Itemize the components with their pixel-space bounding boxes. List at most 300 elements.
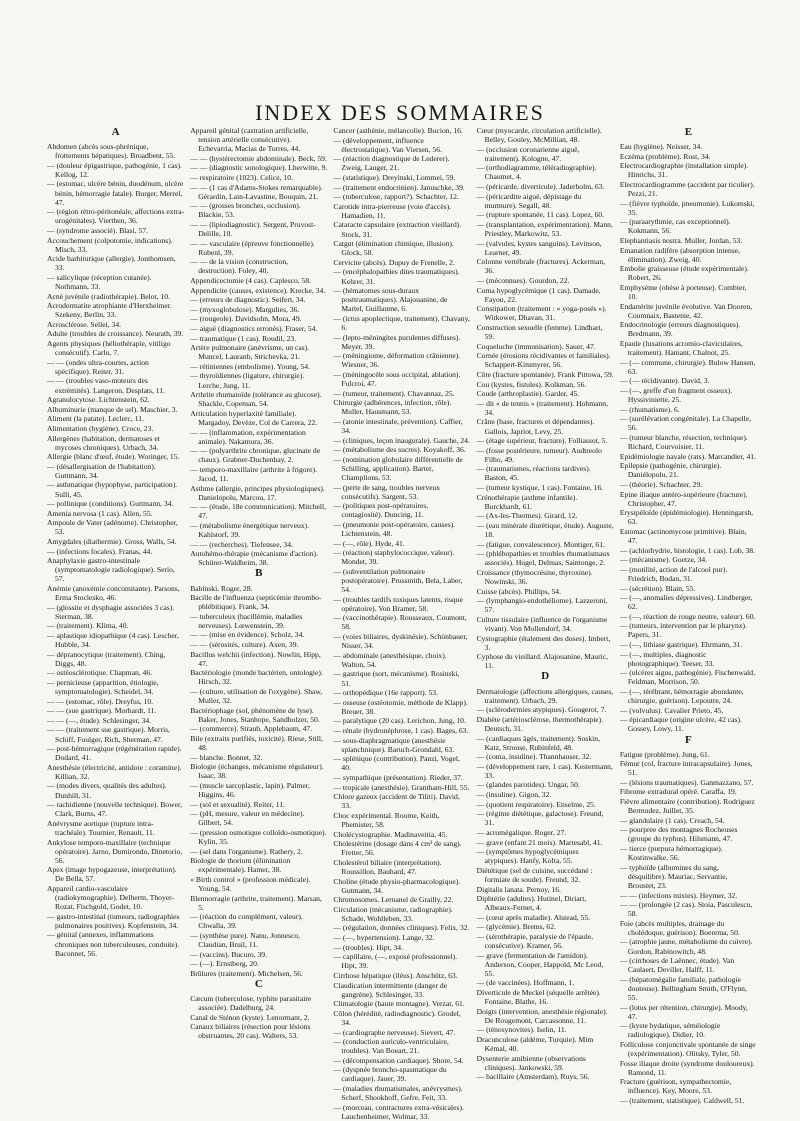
index-entry: — génital (annexes, inflammations chroniques non tuberculeuses, conduite). Baconnet, 56.: [47, 930, 180, 958]
index-entry: — aiguë (diagnostics erronés). Fraser, 54.: [190, 323, 318, 333]
index-entry: — (sclérodermies atypiques). Gougerot, 7.: [476, 705, 607, 715]
index-entry: Accouchement (colpotomie, indications). Misch, 33.: [47, 235, 173, 254]
index-entry: — (traitement). Klima, 40.: [47, 621, 129, 631]
index-entry: — (méconnues). Gourdon, 22.: [476, 276, 570, 285]
index-entry: Diététique (sel de cuisine, succédané : formiate de soude). Freund, 32.: [476, 865, 593, 884]
index-entry: Eau (hygiène). Neisser, 34.: [619, 142, 703, 152]
index-entry: — — (recherches). Tiefensee, 34.: [190, 539, 293, 549]
index-entry: Epidémiologie navale (rats). Marcandier, 41.: [619, 451, 756, 461]
section-letter: C: [254, 977, 263, 990]
index-entry: — (tumeur blanche, résection, technique). Richard, Courvoisier, 11.: [619, 433, 748, 452]
index-entry: — (lésions traumatiques). Ganmazzano, 57.: [619, 777, 754, 787]
index-entry: Diverticule de Meckel (séquelle arrêtée). Fontaine, Blathe, 16.: [476, 988, 601, 1007]
index-entry: — (cliniques, leçon inaugurale). Gauche, 24.: [333, 435, 470, 445]
index-entry: — (péricarde, diverticule). Jaderholm, 63.: [476, 182, 605, 192]
index-entry: — (estomac, ulcère bénin, duodénum, ulcère bénin, hémorragie fatale). Burger, Merrel, 47.: [47, 179, 184, 207]
index-entry: Amygdales (diathermie). Gross, Walls, 54.: [47, 537, 177, 547]
index-entry: Fatigue (problème). Jung, 61.: [619, 749, 710, 759]
index-entry: — grave (enfant 21 mois). Martesabl, 41.: [476, 837, 603, 847]
index-entry: Cervicite (abcès). Dupuy de Frenelle, 2.: [333, 257, 455, 267]
index-entry: — (valvules, kystes sanguins). Levinson, Learner, 49.: [476, 238, 602, 257]
index-entry: Fémur (col, fracture intracapsulaire). Jones, 51.: [619, 759, 753, 778]
index-entry: — (insuline). Gigon, 32.: [476, 790, 552, 800]
index-entry: — pernicieuse (apparition, étiologie, symptomatologie). Scheidel, 34.: [47, 677, 159, 697]
index-entry: — (maladies rhumatismales, anévrysmes). Scherf, Shookhoff, Gefre, Feit, 33.: [333, 1084, 463, 1103]
index-entry: — osseuse (ostéotomie, méthode de Klapp). Breuer, 38.: [333, 697, 468, 716]
index-entry: — orthopédique (16e rapport). 53.: [333, 688, 439, 698]
index-entry: — grave (fermentation de l'amidon). Anderson, Cooper, Happold, Mc Leod, 55.: [476, 950, 604, 978]
index-entry: Colonne vertébrale (fractures). Ackerman, 36.: [476, 257, 606, 276]
index-entry: — (achlorhydrie, histologie, 1 cas). Lob, 38.: [619, 545, 755, 555]
index-entry: — (sérothérapie, paralysie de l'épaule, consécutive). Kramer, 56.: [476, 931, 594, 951]
index-entry: — (phlébopathies et troubles rhumatismaux associés). Hugel, Delmas, Saintonge, 2.: [476, 549, 610, 568]
index-entry: Choc expérimental. Roome, Keith, Phemister, 58.: [333, 810, 440, 829]
index-entry: — (hématomes sous-duraux posttraumatiques). Alajouanine, de Martel, Guillaume, 6.: [333, 286, 448, 314]
index-entry: — (nomination globulaire différentielle de Schilling, application). Barter, Champlions, 53.: [333, 454, 463, 482]
index-entry: Diphtérie (adultes). Hutinel, Diriart, Albeaux-Fernet, 4.: [476, 894, 587, 913]
index-entry: — thyroïdiennes (ligature, chirurgie). Lerche, Jung, 11.: [190, 371, 305, 390]
index-entry: — — (estomac, rôle). Dreyfus, 10.: [47, 696, 154, 706]
index-entry: — aplastique idiopathique (4 cas). Lescher, Hubble, 34.: [47, 630, 179, 650]
index-entry: — dit « de tennis » (traitement). Hohmann, 34.: [476, 398, 608, 417]
index-entry: — (étage supérieur, fracture). Folliassot, 5.: [476, 436, 608, 446]
index-entry: — (culture, utilisation de l'oxygène). Shaw, Muller, 32.: [190, 687, 323, 706]
index-entry: — (rhumatisme). 6.: [619, 404, 680, 414]
index-entry: — (développement, influence électrostatique). Van Viersen, 56.: [333, 135, 442, 154]
index-entry: — dépranocytique (traitement). Ching, Diggs, 48.: [47, 649, 166, 668]
index-entry: Appareil génital (castration artificielle, tension artérielle consécutive). Echevarria, Macias de Torres, 44.: [190, 126, 309, 154]
index-entry: — — (prolongée (2 cas). Stoia, Pasculescu, 58.: [619, 900, 753, 919]
index-entry: — (conduction auriculo-ventriculaire, troubles). Van Boeart, 21.: [333, 1037, 449, 1056]
index-entry: Coqueluche (immunisation). Sauer, 47.: [476, 341, 596, 351]
index-entry: Cœur (myocarde, circulation artificielle). Belley, Gouley, McMillian, 48.: [476, 126, 602, 145]
index-entry: — (développement rare, 1 cas). Kestermann, 33.: [476, 761, 613, 780]
index-entry: — — (troubles vaso-moteurs des extrémités). Langeron, Desplats, 11.: [47, 376, 166, 395]
index-entry: — pollinique (conditions). Guttmann, 34.: [47, 499, 174, 509]
index-entry: Croissance (thymocrésine, thyroxine). Nowinski, 36.: [476, 567, 593, 586]
index-entry: Cyphose du vieillard. Alajouanine, Mauric, 11.: [476, 652, 608, 671]
section-letter: E: [684, 126, 693, 138]
index-entry: — (symptômes hypoglycémiques atypiques). Hanfy, Kolta, 55.: [476, 847, 579, 866]
index-entry: Culture tissulaire (influence de l'organisme vivant). Von Mollendorf, 34.: [476, 614, 608, 633]
index-entry: — — (hystérectomie abdominale). Beck, 59.: [190, 153, 327, 163]
index-entry: Cou (kystes, fistules). Kolkman, 56.: [476, 379, 587, 389]
index-entry: — (régulation, données cliniques). Felix, 32.: [333, 923, 470, 933]
index-entry: Ampoule de Vater (adénome). Christopher, 53.: [47, 518, 178, 537]
index-entry: — — (traitement sue gastrique). Morris, Schiff, Foulger, Rich, Sherman, 47.: [47, 725, 170, 744]
index-entry: — tropicale (anesthésie). Grantham-Hill, 55.: [333, 782, 470, 792]
page-title: INDEX DES SOMMAIRES: [255, 100, 545, 125]
index-entry: — gastrique (sort, mécanisme). Rosinski, 51.: [333, 669, 460, 688]
index-column: [47, 126, 184, 1066]
index-entry: Acide barbiturique (allergie). Jonthomsen, 33.: [47, 254, 176, 273]
index-entry: Catgut (élimination chimique, illusion). Glock, 58.: [333, 239, 454, 258]
index-entry: — (—, anomalies dépressives). Lindberger, 62.: [619, 593, 753, 612]
index-entry: — — (ondes ultra-courtes, action spécifique). Reiter, 31.: [47, 357, 149, 376]
index-entry: — (tuberculose, rapport?). Schachter, 12.: [333, 192, 459, 202]
index-entry: Anesthésie (électricité, antidote : coramine). Killian, 32.: [47, 762, 182, 781]
index-entry: — pourpree des montagnes Rocheuses (groupe du typhus). Hilsmann, 47.: [619, 825, 738, 844]
index-entry: — (— récidivante). David, 3.: [619, 376, 710, 386]
section-letter: A: [111, 126, 120, 138]
index-entry: — salicylique (réception cutanée). Nothmann, 33.: [47, 272, 152, 291]
index-entry: — (traitement, statistique). Caldwell, 51.: [619, 1096, 745, 1106]
index-entry: — — (étude, 18e communication). Mitchell, 47.: [190, 502, 327, 521]
index-entry: — (ténosynovites). Iselin, 11.: [476, 1025, 567, 1035]
index-entry: — (morceau, contractures extra-vésicales). Lauchenheimer, Wolmar, 33.: [333, 1102, 464, 1121]
index-entry: — (fièvre typhoïde, pneumonie). Lukomski, 35.: [619, 198, 755, 217]
index-entry: Emanation radifère (absorption intense, élimination). Zweig, 40.: [619, 245, 741, 264]
index-entry: Anévrysme aortique (rupture intra-trachéale). Tournier, Renault, 11.: [47, 818, 155, 837]
index-entry: — (métabolisme énergétique nerveux). Kahlstorf, 39.: [190, 520, 309, 540]
index-entry: Digitalis lanata. Pernoy, 16.: [476, 884, 561, 894]
index-entry: — (sol et sexualité). Reiter, 11.: [190, 799, 285, 809]
index-entry: Apex (image hypogazeuse, interprétation). De Bella, 57.: [47, 865, 177, 884]
index-entry: — tierce (purpura hémorragique). Kostinwalke, 56.: [619, 844, 723, 863]
index-entry: — (ulcères aigus, pathogénie). Fischenwald, Feldman, Morrison, 50.: [619, 668, 755, 687]
index-entry: — (occlusion coronarienne aiguë, traitement). Kologne, 47.: [476, 144, 580, 163]
index-entry: Bactériologie (monde bactérien, ontologie). Hirsch, 32.: [190, 668, 323, 687]
index-entry: — capillaire, (—, exposé professionnel). Hipt, 39.: [333, 952, 458, 971]
index-entry: Abdomen (abcès sous-phrénique, frottements hépatiques). Broadbent, 55.: [47, 142, 176, 161]
index-entry: — (pH, mesure, valeur en médecine). Gilbert, 54.: [190, 809, 305, 828]
index-entry: — asthmatique (hypophyse, participation). Sulli, 45.: [47, 480, 178, 499]
index-column: [619, 126, 757, 1106]
index-entry: — (désallergisation de l'habitation). Guttmann, 34.: [47, 461, 156, 480]
index-entry: Diabète (artériosclérose, thermothérapie). Deutsch, 31.: [476, 714, 604, 733]
index-entry: — (orthodiagramme, téléradiographie). Chaumet, 4.: [476, 163, 597, 182]
index-entry: — (douleur épigastrique, pathogénie, 1 cas). Kellog, 12.: [47, 160, 182, 179]
index-entry: — (erreurs de diagnostic). Seifert, 34.: [190, 295, 306, 305]
index-entry: — (paraarythmie, cas exceptionnel). Kokmann, 56.: [619, 217, 731, 236]
index-entry: Fracture (guérison, sympathectomie, influence). Key, Moore, 53.: [619, 1077, 732, 1096]
index-entry: — (métabolisme des sucres). Koyakoff, 36.: [333, 445, 466, 455]
index-entry: Côlon (hérédité, radiodiagnostic). Grodel, 34.: [333, 1008, 461, 1027]
index-entry: — sympathique (présentation). Rieder, 37.: [333, 772, 463, 782]
index-entry: Bile (extraits purifiés, toxicité). Riese, Still, 48.: [190, 734, 323, 753]
index-entry: Dysenterie amibienne (observations cliniques). Jankowski, 59.: [476, 1053, 586, 1072]
index-entry: — — (mise en évidence). Scholz, 34.: [190, 630, 305, 640]
index-entry: Carotide intra-pierreuse (voie d'accès). Hamadien, 11.: [333, 201, 452, 220]
index-entry: Construction sexuelle (femme). Lindhart, 59.: [476, 322, 603, 342]
index-entry: Bacille de l'influenza (septicémie thrombo-phlébitique). Frank, 34.: [190, 593, 322, 612]
index-entry: — (péricardite aiguë, dépistage du murmure). Segall, 48.: [476, 191, 582, 210]
section-letter: D: [541, 670, 550, 683]
index-entry: Chlore gazeux (accident de Tiliti). David, 33.: [333, 792, 460, 811]
index-entry: — (fatigue, convalescence). Montiger, 61.: [476, 539, 605, 549]
index-entry: — (tumeur, traitement). Chavannaz, 25.: [333, 388, 455, 398]
index-entry: — — (polyarthrite chronique, glucinate de chaux). Grabner-Duchenhay, 2.: [190, 446, 321, 465]
index-entry: — — (—, étude). Schlesinger, 34.: [47, 715, 152, 725]
index-entry: Biologie de thorium (élimination expérimentale). Hamer, 38.: [190, 856, 291, 875]
index-entry: — rachidienne (nouvelle technique). Bower, Clark, Burns, 47.: [47, 800, 183, 819]
index-entry: Cirrhose hépatique (iléus). Anschütz, 63.: [333, 970, 458, 980]
index-entry: — (réaction du complément, valeur). Chwalla, 39.: [190, 912, 303, 931]
index-entry: — (sécrétion). Blain, 55.: [619, 583, 696, 593]
index-entry: Autohémo-thérapie (mécanisme d'action). Schürer-Waldheim, 38.: [190, 549, 318, 568]
index-entry: — tuberculeux (bacillémie, maladies nerveuses). Lœwenstein, 39.: [190, 611, 303, 630]
index-entry: — (syndrome associé). Blasi, 57.: [47, 225, 149, 235]
index-entry: — — (inflammation, expérimentation animale). Nakamura, 36.: [190, 427, 306, 446]
index-entry: — (atrophie jaune, métabolisme du cuivre). Gordon, Rabinowitch, 48.: [619, 937, 753, 956]
index-entry: — (eau minérale diurétique, étude). Auguste, 18.: [476, 520, 614, 540]
index-column: [333, 126, 470, 1121]
index-entry: — — (sérosités, culture). Axen, 39.: [190, 640, 299, 650]
index-entry: Bactériophage (sol, phénomène de lyse). Baker, Jones, Stanhope, Sandholzer, 50.: [190, 705, 320, 724]
index-entry: — acromégalique. Roger, 27.: [476, 827, 567, 837]
index-entry: — gastro-intestinal (tumeurs, radiographies pulmonaires positives). Kopfenstein, 34.: [47, 911, 180, 930]
index-entry: — (cirrhoses de Laënnec, étude). Van Caulaert, Deviller, Halff, 11.: [619, 956, 735, 975]
index-entry: — (— commune, chirurgie). Bulow Hansen, 63.: [619, 357, 756, 376]
index-entry: — (cœur après maladie). Alstead, 55.: [476, 912, 591, 922]
index-entry: — (troubles). Hipt, 34.: [333, 942, 404, 952]
index-entry: — (méningocèle sous occipital, ablation). Fulcroi, 47.: [333, 369, 461, 389]
index-entry: — — (1 cas d'Adams-Stokes remarquable). Gérardin, Lain-Lavastine, Bouquin, 21.: [190, 182, 323, 201]
index-entry: — (surélévation congénitale). La Chapelle, 56.: [619, 414, 751, 433]
index-entry: Anaphylaxie gastro-intestinale (symptomatologie radiologique). Serio, 57.: [47, 556, 175, 584]
index-entry: — (politiques post-opératoires, contagiosité). Duncing, 11.: [333, 501, 429, 520]
index-entry: — (sel dans l'organisme). Rathery, 2.: [190, 846, 303, 856]
index-column: [476, 126, 614, 1082]
index-entry: Epilepsie (pathogénie, chirurgie). Daniélopolu, 21.: [619, 461, 722, 480]
index-entry: — paralytique (20 cas). Lerichon, Jung, 10.: [333, 716, 466, 726]
index-entry: — (rupture spontanée, 11 cas). Lopez, 60.: [476, 210, 605, 220]
index-entry: — — (lipiodiagnostic). Sergent, Pruvost-Delille, 10.: [190, 219, 316, 239]
index-entry: — (—, greffe d'un fragment osseux). Hyssiviniette, 25.: [619, 386, 733, 405]
index-entry: Chromosomes. Lernanel de Grailly, 22.: [333, 895, 454, 905]
index-entry: Cancer (asthénie, mélancolie). Bucion, 16.: [333, 126, 463, 135]
index-entry: — (tumeurs, intervention par le pharynx). Papers, 31.: [619, 621, 747, 640]
index-entry: — (ictus apoplectique, traitement). Chavany, 6.: [333, 313, 470, 332]
index-entry: Epine iliaque antéro-supérieure (fracture). Christopher, 47.: [619, 489, 748, 508]
index-entry: — bacillaire (Amsterdam). Ruys, 56.: [476, 1072, 590, 1082]
index-entry: — (synthèse pure). Nanu, Jonnesco, Claudian, Bruil, 11.: [190, 930, 301, 950]
index-entry: — (glycémie). Brems, 62.: [476, 922, 556, 932]
index-entry: — (tumeur kystique, 1 cas). Fontaine, 16.: [476, 483, 604, 493]
index-entry: Cholestérol biliaire (interprétation). Roussillon, Bauhard, 47.: [333, 857, 442, 876]
index-entry: — (muscle sarcoplastic, lapin). Palmer, Higgins, 46.: [190, 780, 310, 800]
index-entry: Biologie (échanges, mécanisme régulateur). Isaac, 38.: [190, 762, 324, 781]
index-entry: Climatologie (haute montagne). Verzar, 61.: [333, 999, 465, 1009]
index-entry: — (de vaccinées). Hoffmann, 1.: [476, 978, 575, 988]
index-entry: Babinski. Roger, 28.: [190, 583, 253, 593]
index-entry: Coma hypoglycémique (1 cas). Damade, Fayou, 22.: [476, 285, 601, 304]
index-entry: — (lotus per rétention, chirurgie). Moody, 47.: [619, 1002, 748, 1021]
index-entry: Cholécystographie. Madinaveitia, 45.: [333, 829, 448, 839]
index-entry: « Birth control » (profession médicale). Young, 54.: [190, 874, 311, 893]
index-entry: — traumatique (1 cas). Roudil, 23.: [190, 333, 297, 343]
index-entry: — — vasculaire (épreuve fonctionnelle). Rubenl, 39.: [190, 238, 315, 257]
index-entry: — (pneumonie post-opératoire, causes). Lichtenstein, 48.: [333, 519, 456, 539]
index-entry: Fibrome extradural opéré. Caraffa, 19.: [619, 787, 737, 797]
index-entry: — (glandes parotides). Ungar, 50.: [476, 780, 580, 790]
index-entry: — abdominale (anesthésique, choix). Walton, 54.: [333, 650, 447, 669]
index-entry: — (kyste hydatique, séméiologie radiologique). Didier, 10.: [619, 1021, 721, 1040]
index-entry: — (cardiographe nerveuse). Sievert, 47.: [333, 1027, 456, 1037]
index-entry: Acrodermatite atrophiante d'Herxheimer. Szekeny, Berlin, 33.: [47, 301, 172, 320]
index-entry: — (glossite et dysphagie associées 3 cas). Sterman, 38.: [47, 602, 175, 621]
index-entry: Cataracte capsulaire (extraction vieillard). Stock, 31.: [333, 220, 462, 239]
index-entry: — (hépatomégalie familiale, pathologie douteuse). Bellingham Smith, O'Flynn, 55.: [619, 974, 747, 1003]
index-entry: — (dyspnée broncho-spasmatique du cardiaque). Jauer, 39.: [333, 1065, 447, 1084]
index-entry: Foie (abcès multiples, drainage du cholédoque, guérison). Boerema, 50.: [619, 918, 740, 937]
index-entry: — (coma, insuline). Thannhauser, 32.: [476, 752, 592, 762]
index-entry: Allergènes (habitation, dermatoses et mycoses chroniques). Urbach, 34.: [47, 433, 160, 452]
index-entry: Appendicectomie (4 cas). Caplesco, 58.: [190, 276, 312, 285]
index-entry: — rénale (hydronéphrose, 1 cas). Bages, 63.: [333, 726, 469, 735]
index-entry: Adulte (troubles de croissance). Neurath, 39.: [47, 329, 184, 339]
index-entry: Electrocardiogramme (accident par ticulier). Pezzi, 21.: [619, 179, 755, 199]
index-entry: Brûlures (traitement). Michelsen, 56.: [190, 968, 303, 978]
index-entry: — épicardiaque (origine ulcère, 42 cas). Gossey, Lowy, 11.: [619, 715, 742, 734]
section-letter: F: [685, 733, 692, 746]
index-entry: — rétiniennes (embolisme). Young, 54.: [190, 361, 311, 371]
index-entry: Embolie graisseuse (étude expérimentale). Robert, 26.: [619, 264, 749, 283]
index-entry: Cholestérine (dosage dans 4 cm³ de sang). Fretter, 56.: [333, 839, 462, 858]
index-entry: Crénothérapie (asthme infantile). Burckhardt, 61.: [476, 492, 578, 511]
index-entry: Choline (étude physio-pharmacologique). Gutmann, 34.: [333, 876, 461, 895]
index-entry: Ankylose temporo-maxillaire (technique opératoire). Jarno, Dumirondo, Dinetorio, 56.: [47, 837, 183, 865]
index-entry: Constipation (traitement : « yoga-posés »). Witkower, Dhavan, 31.: [476, 304, 607, 323]
index-entry: Erysipéloïde (épidémiologie). Henningarsh, 63.: [619, 508, 754, 527]
index-entry: — (motilité, action de l'alcool pur). Friedrich, Bodan, 31.: [619, 564, 728, 583]
index-entry: — (—, térébrant, hémorragie abondante, chirurgie, guérison). Lepoutre, 24.: [619, 687, 744, 706]
index-entry: Folliculose conjonctivale spontanée de singe (expérimentation). Olitsky, Tyler, 50.: [619, 1040, 756, 1059]
index-entry: Epaule (luxations acromio-claviculaires, traitement). Hamant, Chalnot, 25.: [619, 339, 743, 358]
index-entry: Emphysème (obèse à porteuse). Combier, 10.: [619, 283, 747, 302]
index-entry: — — (grosses bronches, occlusion). Blackie, 53.: [190, 201, 301, 220]
index-entry: Elephantiasis nostra. Muller, Jordan, 53.: [619, 236, 743, 246]
index-entry: Arthrite rhumatoïde (tolérance au glucose). Shackle, Copeman, 54.: [190, 390, 322, 409]
index-entry: — (réaction diagnostique de Lederer). Zweig, Lauger, 21.: [333, 154, 450, 173]
index-entry: Cuisse (abcès). Phillips, 54.: [476, 586, 561, 596]
index-entry: — (région rétro-péritonéale, affections extra-urogénitales). Vierthen, 36.: [47, 207, 185, 226]
index-entry: — (troubles tardifs toxiques latents, risque opératoire). Von Bramer, 58.: [333, 594, 463, 613]
index-column: [190, 126, 327, 1066]
index-entry: Dracunculose (aldéme, Turquie). Mim Kémal, 40.: [476, 1035, 594, 1054]
index-entry: — (—, rôle). Hyde, 41.: [333, 538, 405, 548]
index-entry: Endocrinologie (erreurs diagnostiques). Bredmann, 39.: [619, 320, 741, 339]
index-entry: — (fosse postérieure, tumeur). Audtreolo Filho, 49.: [476, 445, 602, 464]
index-entry: Acrosclérose. Sellei, 34.: [47, 319, 122, 329]
index-entry: — temporo-maxillaire (arthrite à frigore). Jacod, 11.: [190, 464, 317, 483]
index-entry: Cornée (érosions récidivantes et familiales). Schappert-Kimmyrer, 56.: [476, 351, 611, 370]
index-entry: Doigts (intervention, anesthésie régionale). De Rougemont, Carcassonne, 11.: [476, 1006, 608, 1025]
index-entry: — (—). Ernstberg, 20.: [190, 959, 259, 969]
index-entry: Cæcum (tuberculose, typhite parasitaire associée). Dadelburg, 24.: [190, 994, 312, 1013]
index-entry: — (cardiaques âgés, traitement). Soskin, Katz, Strouse, Rubinfeld, 48.: [476, 733, 600, 752]
index-entry: Cystographie (étalement des doses). Imbert, 3.: [476, 633, 611, 652]
index-entry: — (Ax-les-Thermes). Girard, 12.: [476, 511, 578, 521]
index-entry: — (commerce). Straub, Applebaum, 47.: [190, 724, 313, 734]
index-entry: Canaux biliaires (résection pour lésions obstruantes, 20 cas). Walters, 53.: [190, 1022, 311, 1041]
index-entry: — (traumatismes, réactions tardives). Baston, 45.: [476, 464, 591, 483]
index-entry: — (atonie intestinale, prévention). Caffier, 34.: [333, 416, 463, 435]
index-entry: — — (sue gastrique). Morhardt, 11.: [47, 706, 157, 716]
index-entry: — (transplantation, expérimentation). Mann, Priestley, Markowitz, 53.: [476, 219, 613, 239]
section-letter: B: [255, 567, 263, 580]
index-entry: Endartérite juvénile évolutive. Van Dooren, Coumnaix, Bastenie, 42.: [619, 301, 753, 320]
index-entry: — (perte de sang, troubles nerveux consécutifs). Sargent, 53.: [333, 482, 441, 501]
index-entry: Blennorragie (arthrite, traitement). Marsan, 5.: [190, 893, 322, 912]
index-entry: — splénique (contribution). Panzi, Vogel, 40.: [333, 754, 460, 773]
index-entry: — (modes divers, qualités des adultes). Dunhill, 31.: [47, 781, 167, 800]
index-entry: Agranulocytose. Lichtenstein, 62.: [47, 395, 150, 405]
index-entry: — (quotient respiratoire). Enselme, 25.: [476, 799, 596, 809]
index-entry: — sous-diaphragmatique (anesthésie splanchnique). Baruch-Grondahl, 63.: [333, 735, 455, 754]
index-entry: Eczéma (problème). Rost, 34.: [619, 151, 711, 161]
index-entry: — post-hémorragique (régénération rapide). Dodard, 41.: [47, 744, 182, 763]
index-entry: — (—, lithiase gastrique). Ehrmann, 31.: [619, 640, 743, 650]
index-entry: Claudication intermittente (danger de gangrène). Schlesinger, 33.: [333, 980, 448, 999]
index-entry: Fosse iliaque droite (syndrome douloureux). Ramond, 11.: [619, 1058, 755, 1077]
index-entry: — (lymphangio-endothéliome). Lazzeroni, 57.: [476, 596, 608, 615]
index-entry: — (décompensation cardiaque). Shore, 54.: [333, 1055, 464, 1065]
index-entry: Amenia nervosa (1 cas). Allen, 55.: [47, 508, 153, 518]
index-entry: — (régime diététique, galactose). Freund, 31.: [476, 809, 604, 828]
index-entry: — (réaction) staphylococcique, valeur). Mondet, 39.: [333, 548, 455, 567]
index-entry: Estomac (actinomycose primitive). Blain, 47.: [619, 526, 747, 546]
index-entry: Albuminurie (manque de sel). Maschier, 3.: [47, 404, 178, 414]
index-entry: — — (diagnostic sonologique). Lherwitte, 9.: [190, 163, 328, 173]
index-entry: — (théorie). Schachter, 29.: [619, 479, 703, 489]
index-entry: — typhoïde (albumines du sang, désquilibre). Mauriac, Servantie, Broustet, 23.: [619, 862, 728, 890]
index-entry: — respiratoire (1023). Celice, 10.: [190, 172, 293, 182]
index-entry: Côte (fracture spontanée). Frank Pittowa, 59.: [476, 369, 614, 379]
index-columns: [47, 126, 757, 1121]
index-entry: Articulation hyperlaxité familiale). Margadoy, Devèze, Col de Carrera, 22.: [190, 408, 318, 427]
index-entry: Agents physiques (héliothérapie, vitiligo consécutif). Carlu, 7.: [47, 339, 171, 358]
index-entry: — (volvulus). Cavalier Prieto, 45.: [619, 705, 724, 715]
index-entry: Canal de Sténon (kyste). Lenormant, 2.: [190, 1012, 310, 1022]
index-entry: Appareil cardio-vasculaire (radiokymographie). Delherm, Thoyer-Rozat, Fischgold, Godet, 10.: [47, 884, 175, 912]
index-entry: — (traitement endocrinien). Januschke, 39.: [333, 182, 465, 192]
index-entry: — (rougeole). Davidsohn, Mora, 49.: [190, 314, 302, 324]
index-entry: — (myxoglobulose). Margulies, 36.: [190, 304, 300, 314]
index-entry: — — (infections mixtes). Heymer, 32.: [619, 890, 738, 900]
index-entry: Bacillus welchii (infection). Nowlin, Hipp, 47.: [190, 649, 321, 668]
index-entry: — (statistique). Dreyinski, Lommei, 59.: [333, 172, 456, 182]
index-entry: Electrocardiographie (installation simple). Hinrichs, 31.: [619, 161, 749, 180]
index-entry: Asthme (allergie, principes physiologiques). Danielopolu, Marcou, 17.: [190, 483, 325, 502]
index-entry: Allergie (blanc d'œuf, étude). Woringer, 15.: [47, 452, 180, 462]
index-entry: — blanche. Bonnet, 32.: [190, 752, 263, 762]
index-entry: Crâne (base, fractures et dépendantes). Gallois, Japriot, Levy, 25.: [476, 417, 595, 436]
index-entry: — glandulaire (1 cas). Creach, 54.: [619, 815, 725, 825]
index-entry: — (voies biliaires, dyskinésie). Schönbauer, Nisser, 34.: [333, 632, 468, 651]
index-entry: — (infections focales). Franas, 44.: [47, 546, 153, 556]
index-entry: — (—, hypertension). Lange, 32.: [333, 933, 435, 943]
index-entry: — (méningiome, déformation crânienne). Wiesner, 36.: [333, 351, 461, 370]
index-entry: — (vaccinothérapie). Rousseaux, Coumont, 58.: [333, 613, 467, 632]
index-entry: Fièvre alimentaire (contribution). Rodriguez Bermudez, Juillet, 35.: [619, 797, 755, 816]
index-entry: Alimentation (hygiène). Croce, 23.: [47, 423, 154, 433]
index-entry: Acné juvénile (radiothérapie). Belot, 10.: [47, 291, 170, 301]
index-entry: — (mécanisme). Goetze, 34.: [619, 555, 708, 565]
index-entry: — (—, réaction de rouge neutre, valeur). 60.: [619, 611, 756, 621]
index-entry: Artère pulmonaire (anévrisme, un cas). Muncel, Lauranb, Strichevka, 21.: [190, 343, 310, 362]
index-entry: Circulation (mécanisme, radiographie). Schade, Wohlleben, 33.: [333, 904, 453, 923]
index-entry: — — de la vision (construction, destruction). Foley, 40.: [190, 257, 289, 276]
index-entry: Anémie (anoxémie concomitante). Parsons, Erma Stoclesko, 46.: [47, 584, 180, 603]
index-entry: — (—, multiples, diagnostic photographique). Teeser, 33.: [619, 649, 715, 668]
index-entry: — ostéosclérotique. Chapman, 46.: [47, 668, 153, 678]
index-entry: Appendicite (causes, existence). Krecke, 34.: [190, 285, 326, 295]
index-entry: Chirurgie (adhérences, infection, rôle). Muller, Hausmann, 53.: [333, 398, 452, 417]
index-entry: — (pression osmotique colloïdo-osmotique). Kylin, 35.: [190, 827, 327, 847]
index-entry: Dermatologie (affections allergiques, causes, traitement). Urbach, 29.: [476, 686, 614, 705]
index-entry: — (subventilation pulmonaire postopératoire). Prussmith, Bela, Laber, 54.: [333, 566, 463, 595]
